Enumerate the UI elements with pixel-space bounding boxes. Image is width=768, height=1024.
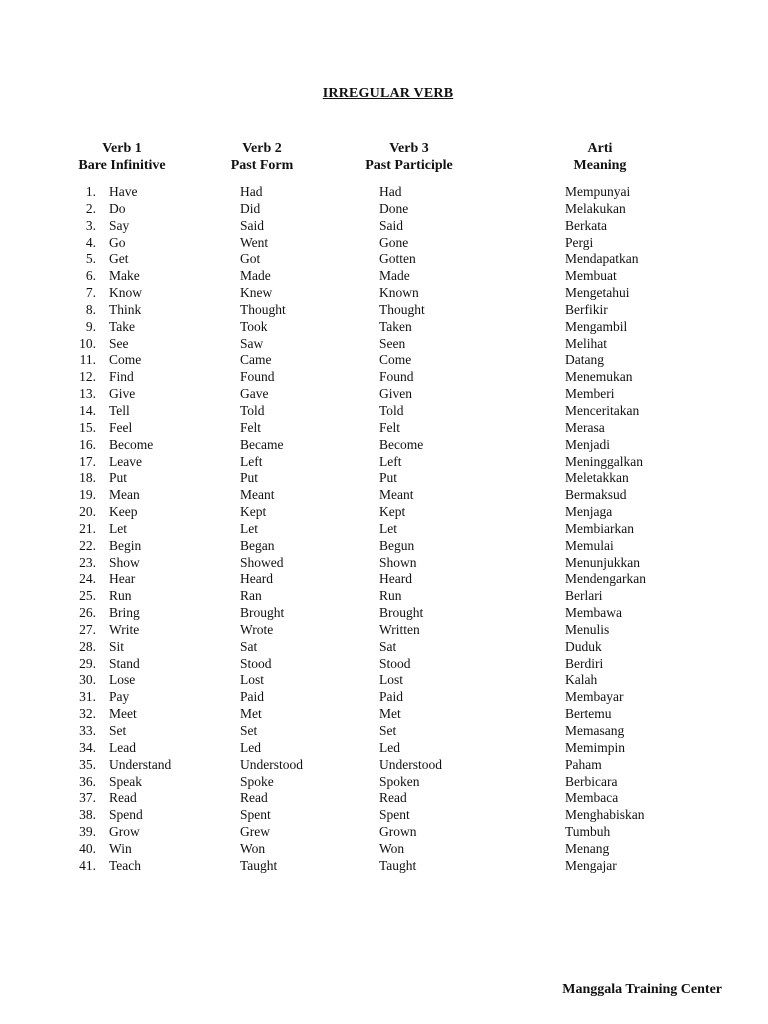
row-number: 16. [79,436,96,452]
verb3-cell: Written [379,621,420,637]
verb1-cell: Begin [109,537,142,553]
verb3-cell: Grown [379,824,417,840]
verb1-cell: Understand [109,756,172,772]
row-number: 30. [79,672,96,688]
verb3-cell: Begun [379,537,415,553]
arti-cell: Meletakkan [565,470,629,486]
verb-row [0,352,768,369]
row-number: 33. [79,723,96,738]
verb3-cell: Said [379,217,404,233]
verb-row [0,757,768,774]
verb3-cell: Done [379,200,409,216]
verb-row [0,622,768,639]
verb2-cell: Understood [240,756,303,772]
verb-row [0,184,768,201]
verb2-cell: Won [240,840,266,856]
arti-cell: Menang [565,840,610,856]
arti-cell: Melihat [565,335,607,351]
verb2-cell: Ran [240,588,262,604]
row-number: 9. [85,318,96,334]
verb2-cell: Had [240,184,263,199]
row-number: 15. [79,419,96,435]
verb3-cell: Felt [379,419,401,435]
verb-row [0,251,768,268]
header-verb3-sublabel: Past Participle [365,158,453,173]
verb2-cell: Gave [240,386,269,402]
verb3-cell: Let [379,520,397,536]
verb1-cell: Show [109,554,140,570]
arti-cell: Berbicara [565,773,618,789]
verb-row [0,521,768,538]
verb2-cell: Taught [240,857,278,873]
verb2-cell: Grew [240,824,270,840]
verb3-cell: Put [379,470,398,486]
row-number: 31. [79,689,96,705]
row-number: 34. [79,739,96,755]
verb-row [0,605,768,622]
arti-cell: Membawa [565,605,622,621]
verb1-cell: Run [109,588,132,604]
verb1-cell: Set [109,723,127,738]
verb-row [0,403,768,420]
arti-cell: Mengambil [565,318,628,334]
verb3-cell: Gotten [379,251,416,267]
row-number: 22. [79,537,96,553]
verb1-cell: Know [109,285,142,301]
verb2-cell: Showed [240,554,284,570]
verb-row [0,218,768,235]
verb1-cell: Do [109,200,126,216]
verb1-cell: Feel [109,419,133,435]
verb-row [0,302,768,319]
arti-cell: Memasang [565,723,625,738]
row-number: 18. [79,470,96,486]
arti-cell: Menceritakan [565,402,640,418]
verb1-cell: Come [109,352,142,368]
verb1-cell: Say [109,217,130,233]
verb2-cell: Brought [240,605,285,621]
row-number: 38. [79,807,96,823]
header-arti-sublabel: Meaning [573,158,627,173]
verb1-cell: Spend [109,807,143,823]
verb-row [0,639,768,656]
verb2-cell: Thought [240,301,286,317]
verb-row [0,774,768,791]
row-number: 37. [79,790,96,806]
arti-cell: Berdiri [565,655,604,671]
header-verb1 [62,140,182,174]
row-number: 28. [79,638,96,654]
row-number: 5. [85,251,96,267]
verb3-cell: Taught [379,857,417,873]
verb1-cell: Read [109,790,137,806]
verb3-cell: Led [379,739,400,755]
verb2-cell: Went [240,234,269,250]
page-title: IRREGULAR VERB [322,86,454,101]
verb2-cell: Paid [240,689,265,705]
verb1-cell: Leave [109,453,142,469]
footer-org-name: Manggala Training Center [562,982,722,997]
row-number: 11. [79,352,96,368]
row-number: 7. [85,285,96,301]
verb2-cell: Led [240,739,261,755]
verb3-cell: Meant [379,487,414,503]
row-number: 3. [85,217,96,233]
verb-row [0,807,768,824]
verb3-cell: Taken [379,318,412,334]
verb2-cell: Knew [240,285,273,301]
verb1-cell: Write [109,621,140,637]
verb2-cell: Made [240,268,271,284]
verb3-cell: Won [379,840,405,856]
arti-cell: Menulis [565,621,610,637]
verb3-cell: Seen [379,335,406,351]
verb-row [0,386,768,403]
header-verb2-sublabel: Past Form [230,158,294,173]
header-arti [550,140,650,174]
verb1-cell: Find [109,369,134,385]
row-number: 29. [79,655,96,671]
verb1-cell: Give [109,386,136,402]
row-number: 21. [79,520,96,536]
verb2-cell: Felt [240,419,262,435]
arti-cell: Menghabiskan [565,807,645,823]
verb2-cell: Put [240,470,259,486]
verb2-cell: Spoke [240,773,274,789]
verb2-cell: Got [240,251,261,267]
verb3-cell: Stood [379,655,411,671]
verb-row [0,454,768,471]
verb-row [0,689,768,706]
row-number: 32. [79,706,96,722]
verb3-cell: Known [379,285,419,301]
verb1-cell: Stand [109,655,140,671]
verb1-cell: Speak [109,773,142,789]
row-number: 10. [79,335,96,351]
row-number: 13. [79,386,96,402]
verb3-cell: Spent [379,807,410,823]
arti-cell: Berlari [565,588,603,604]
verb1-cell: Lead [109,739,136,755]
verb2-cell: Lost [240,672,265,688]
verb3-cell: Gone [379,234,409,250]
arti-cell: Memulai [565,537,614,553]
arti-cell: Menjaga [565,504,613,520]
verb-list [0,184,768,875]
verb3-cell: Had [379,184,402,199]
verb-row [0,201,768,218]
verb1-cell: Bring [109,605,140,621]
row-number: 19. [79,487,96,503]
verb2-cell: Heard [240,571,273,587]
row-number: 2. [85,200,96,216]
arti-cell: Memimpin [565,739,625,755]
verb1-cell: Go [109,234,126,250]
verb3-cell: Heard [379,571,412,587]
verb3-cell: Made [379,268,410,284]
verb-row [0,588,768,605]
row-number: 20. [79,504,96,520]
arti-cell: Menjadi [565,436,610,452]
row-number: 14. [79,402,96,418]
verb-row [0,268,768,285]
verb3-cell: Understood [379,756,442,772]
verb3-cell: Run [379,588,402,604]
verb1-cell: Tell [109,402,130,418]
header-verb3 [349,140,469,174]
verb2-cell: Left [240,453,263,469]
verb-row [0,858,768,875]
verb3-cell: Shown [379,554,417,570]
verb3-cell: Become [379,436,424,452]
arti-cell: Mendapatkan [565,251,639,267]
verb2-cell: Came [240,352,272,368]
verb2-cell: Set [240,723,258,738]
verb-row [0,437,768,454]
verb1-cell: Have [109,184,138,199]
verb3-cell: Thought [379,301,425,317]
verb-row [0,824,768,841]
verb1-cell: Sit [109,638,125,654]
arti-cell: Mendengarkan [565,571,646,587]
verb1-cell: Become [109,436,154,452]
arti-cell: Membaca [565,790,619,806]
row-number: 41. [79,857,96,873]
row-number: 8. [85,301,96,317]
row-number: 40. [79,840,96,856]
verb2-cell: Wrote [240,621,274,637]
row-number: 24. [79,571,96,587]
arti-cell: Pergi [565,234,594,250]
verb1-cell: Hear [109,571,136,587]
verb2-cell: Did [240,200,261,216]
verb-row [0,841,768,858]
verb2-cell: Said [240,217,265,233]
row-number: 23. [79,554,96,570]
verb2-cell: Began [240,537,275,553]
verb-row [0,369,768,386]
verb1-cell: Win [109,840,132,856]
verb1-cell: Keep [109,504,138,520]
verb1-cell: Get [109,251,129,267]
verb3-cell: Left [379,453,402,469]
verb3-cell: Come [379,352,412,368]
verb2-cell: Kept [240,504,267,520]
row-number: 27. [79,621,96,637]
verb3-cell: Met [379,706,401,722]
verb2-cell: Spent [240,807,271,823]
verb2-cell: Told [240,402,265,418]
row-number: 35. [79,756,96,772]
arti-cell: Bermaksud [565,487,627,503]
verb3-cell: Set [379,723,397,738]
verb3-cell: Brought [379,605,424,621]
header-verb2 [212,140,312,174]
verb2-cell: Stood [240,655,272,671]
row-number: 4. [85,234,96,250]
header-verb3-label: Verb 3 [389,141,429,156]
verb3-cell: Sat [379,638,397,654]
row-number: 36. [79,773,96,789]
header-verb1-label: Verb 1 [102,141,142,156]
arti-cell: Bertemu [565,706,612,722]
verb-row [0,706,768,723]
verb-row [0,504,768,521]
row-number: 6. [85,268,96,284]
verb-row [0,672,768,689]
row-number: 26. [79,605,96,621]
arti-cell: Berkata [565,217,607,233]
verb2-cell: Meant [240,487,275,503]
verb-row [0,538,768,555]
arti-cell: Membuat [565,268,617,284]
verb-row [0,723,768,740]
row-number: 1. [85,184,96,199]
arti-cell: Tumbuh [565,824,611,840]
header-verb1-sublabel: Bare Infinitive [78,158,166,173]
header-verb2-label: Verb 2 [242,141,282,156]
row-number: 25. [79,588,96,604]
arti-cell: Mempunyai [565,184,631,199]
arti-cell: Menemukan [565,369,633,385]
verb-row [0,319,768,336]
verb3-cell: Found [379,369,414,385]
verb1-cell: See [109,335,129,351]
verb1-cell: Pay [109,689,130,705]
verb1-cell: Think [109,301,142,317]
verb2-cell: Became [240,436,284,452]
verb2-cell: Sat [240,638,258,654]
verb1-cell: Mean [109,487,140,503]
verb-row [0,740,768,757]
arti-cell: Kalah [565,672,598,688]
verb1-cell: Put [109,470,128,486]
verb-row [0,656,768,673]
verb1-cell: Make [109,268,140,284]
arti-cell: Membiarkan [565,520,634,536]
verb-row [0,420,768,437]
arti-cell: Membayar [565,689,624,705]
verb-row [0,790,768,807]
verb1-cell: Meet [109,706,137,722]
row-number: 39. [79,824,96,840]
verb3-cell: Read [379,790,407,806]
verb3-cell: Lost [379,672,404,688]
arti-cell: Merasa [565,419,605,435]
arti-cell: Paham [565,756,602,772]
verb-row [0,285,768,302]
verb-row [0,571,768,588]
verb2-cell: Saw [240,335,264,351]
verb2-cell: Took [240,318,268,334]
verb2-cell: Read [240,790,268,806]
verb3-cell: Given [379,386,412,402]
verb3-cell: Spoken [379,773,420,789]
verb-row [0,487,768,504]
arti-cell: Duduk [565,638,602,654]
verb1-cell: Grow [109,824,140,840]
verb2-cell: Found [240,369,275,385]
header-arti-label: Arti [587,141,613,156]
arti-cell: Menunjukkan [565,554,640,570]
arti-cell: Meninggalkan [565,453,643,469]
verb1-cell: Let [109,520,127,536]
row-number: 17. [79,453,96,469]
verb2-cell: Met [240,706,262,722]
verb3-cell: Paid [379,689,404,705]
verb1-cell: Teach [109,857,142,873]
verb-row [0,336,768,353]
verb3-cell: Told [379,402,404,418]
arti-cell: Berfikir [565,301,608,317]
verb2-cell: Let [240,520,258,536]
verb-row [0,555,768,572]
row-number: 12. [79,369,96,385]
verb-row [0,235,768,252]
verb-row [0,470,768,487]
arti-cell: Mengajar [565,857,617,873]
arti-cell: Datang [565,352,604,368]
verb1-cell: Take [109,318,136,334]
arti-cell: Mengetahui [565,285,630,301]
arti-cell: Melakukan [565,200,626,216]
verb3-cell: Kept [379,504,406,520]
verb1-cell: Lose [109,672,136,688]
arti-cell: Memberi [565,386,615,402]
